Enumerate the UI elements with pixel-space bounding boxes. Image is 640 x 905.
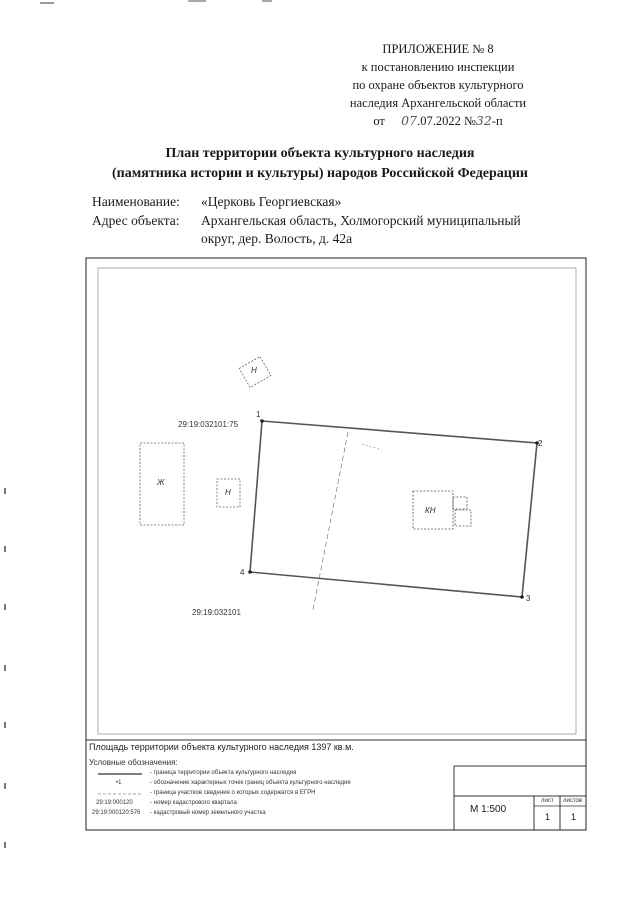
area-text: Площадь территории объекта культурного наследия 1397 кв.м.: [89, 742, 354, 752]
cadastral-parcel-number: 29:19:032101:75: [178, 420, 239, 429]
cadastral-boundary-line: [362, 444, 382, 450]
boundary-point-4: [248, 570, 252, 574]
church-apse: [453, 497, 467, 509]
boundary-point-1: [260, 419, 264, 423]
appendix-line: по охране объектов культурного: [352, 78, 524, 92]
legend-symbol: 29:19:000120:576: [92, 810, 141, 816]
cadastral-quarter-number: 29:19:032101: [192, 608, 241, 617]
sheets-label: листов: [563, 798, 583, 804]
legend-item: - обозначение характерных точек границ объекта культурного наследия: [150, 780, 351, 786]
handwritten-day: 07: [401, 113, 418, 128]
legend-title: Условные обозначения:: [89, 758, 178, 767]
building-label: Н: [225, 488, 231, 497]
church-porch: [455, 510, 471, 526]
name-label: Наименование:: [92, 194, 180, 209]
legend-symbol: 29:19:000120: [96, 800, 133, 806]
boundary-point-3: [520, 595, 524, 599]
building-label: Ж: [157, 478, 165, 487]
document-title: План территории объекта культурного наследия (памятника истории и культуры) народов Российской Федерации: [112, 146, 528, 181]
cadastral-boundary-line: [313, 432, 348, 610]
legend-item: - кадастровый номер земельного участка: [150, 810, 266, 816]
sheet-number: 1: [545, 812, 551, 822]
heritage-boundary: [250, 421, 537, 597]
address-line: округ, дер. Волость, д. 42а: [201, 231, 353, 246]
sheets-total: 1: [571, 812, 577, 822]
appendix-date: от 07.07.2022 №32-п: [373, 113, 503, 128]
building-label: КН: [425, 506, 436, 515]
legend-item: - граница участков сведения о которых содержатся в ЕГРН: [150, 790, 316, 796]
point-label-3: 3: [526, 594, 531, 603]
legend-item: - номер кадастрового квартала: [150, 800, 237, 806]
scale-label: М 1:500: [470, 804, 507, 815]
appendix-number: ПРИЛОЖЕНИЕ № 8: [382, 42, 494, 56]
appendix-line: наследия Архангельской области: [349, 96, 527, 110]
building-label: Н: [251, 366, 257, 375]
legend-item: - граница территории объекта культурного наследия: [150, 770, 297, 776]
handwritten-number: 32: [475, 113, 492, 128]
point-label-1: 1: [256, 410, 261, 419]
legend-symbol: •1: [116, 780, 122, 786]
address-label: Адрес объекта:: [92, 213, 180, 228]
map-inner-frame: [98, 268, 576, 734]
name-value: «Церковь Георгиевская»: [201, 194, 342, 209]
address-line: Архангельская область, Холмогорский муниципальный: [201, 213, 521, 228]
point-label-2: 2: [538, 439, 543, 448]
appendix-line: к постановлению инспекции: [361, 60, 515, 74]
point-label-4: 4: [240, 568, 245, 577]
sheet-label: лист: [541, 798, 554, 804]
